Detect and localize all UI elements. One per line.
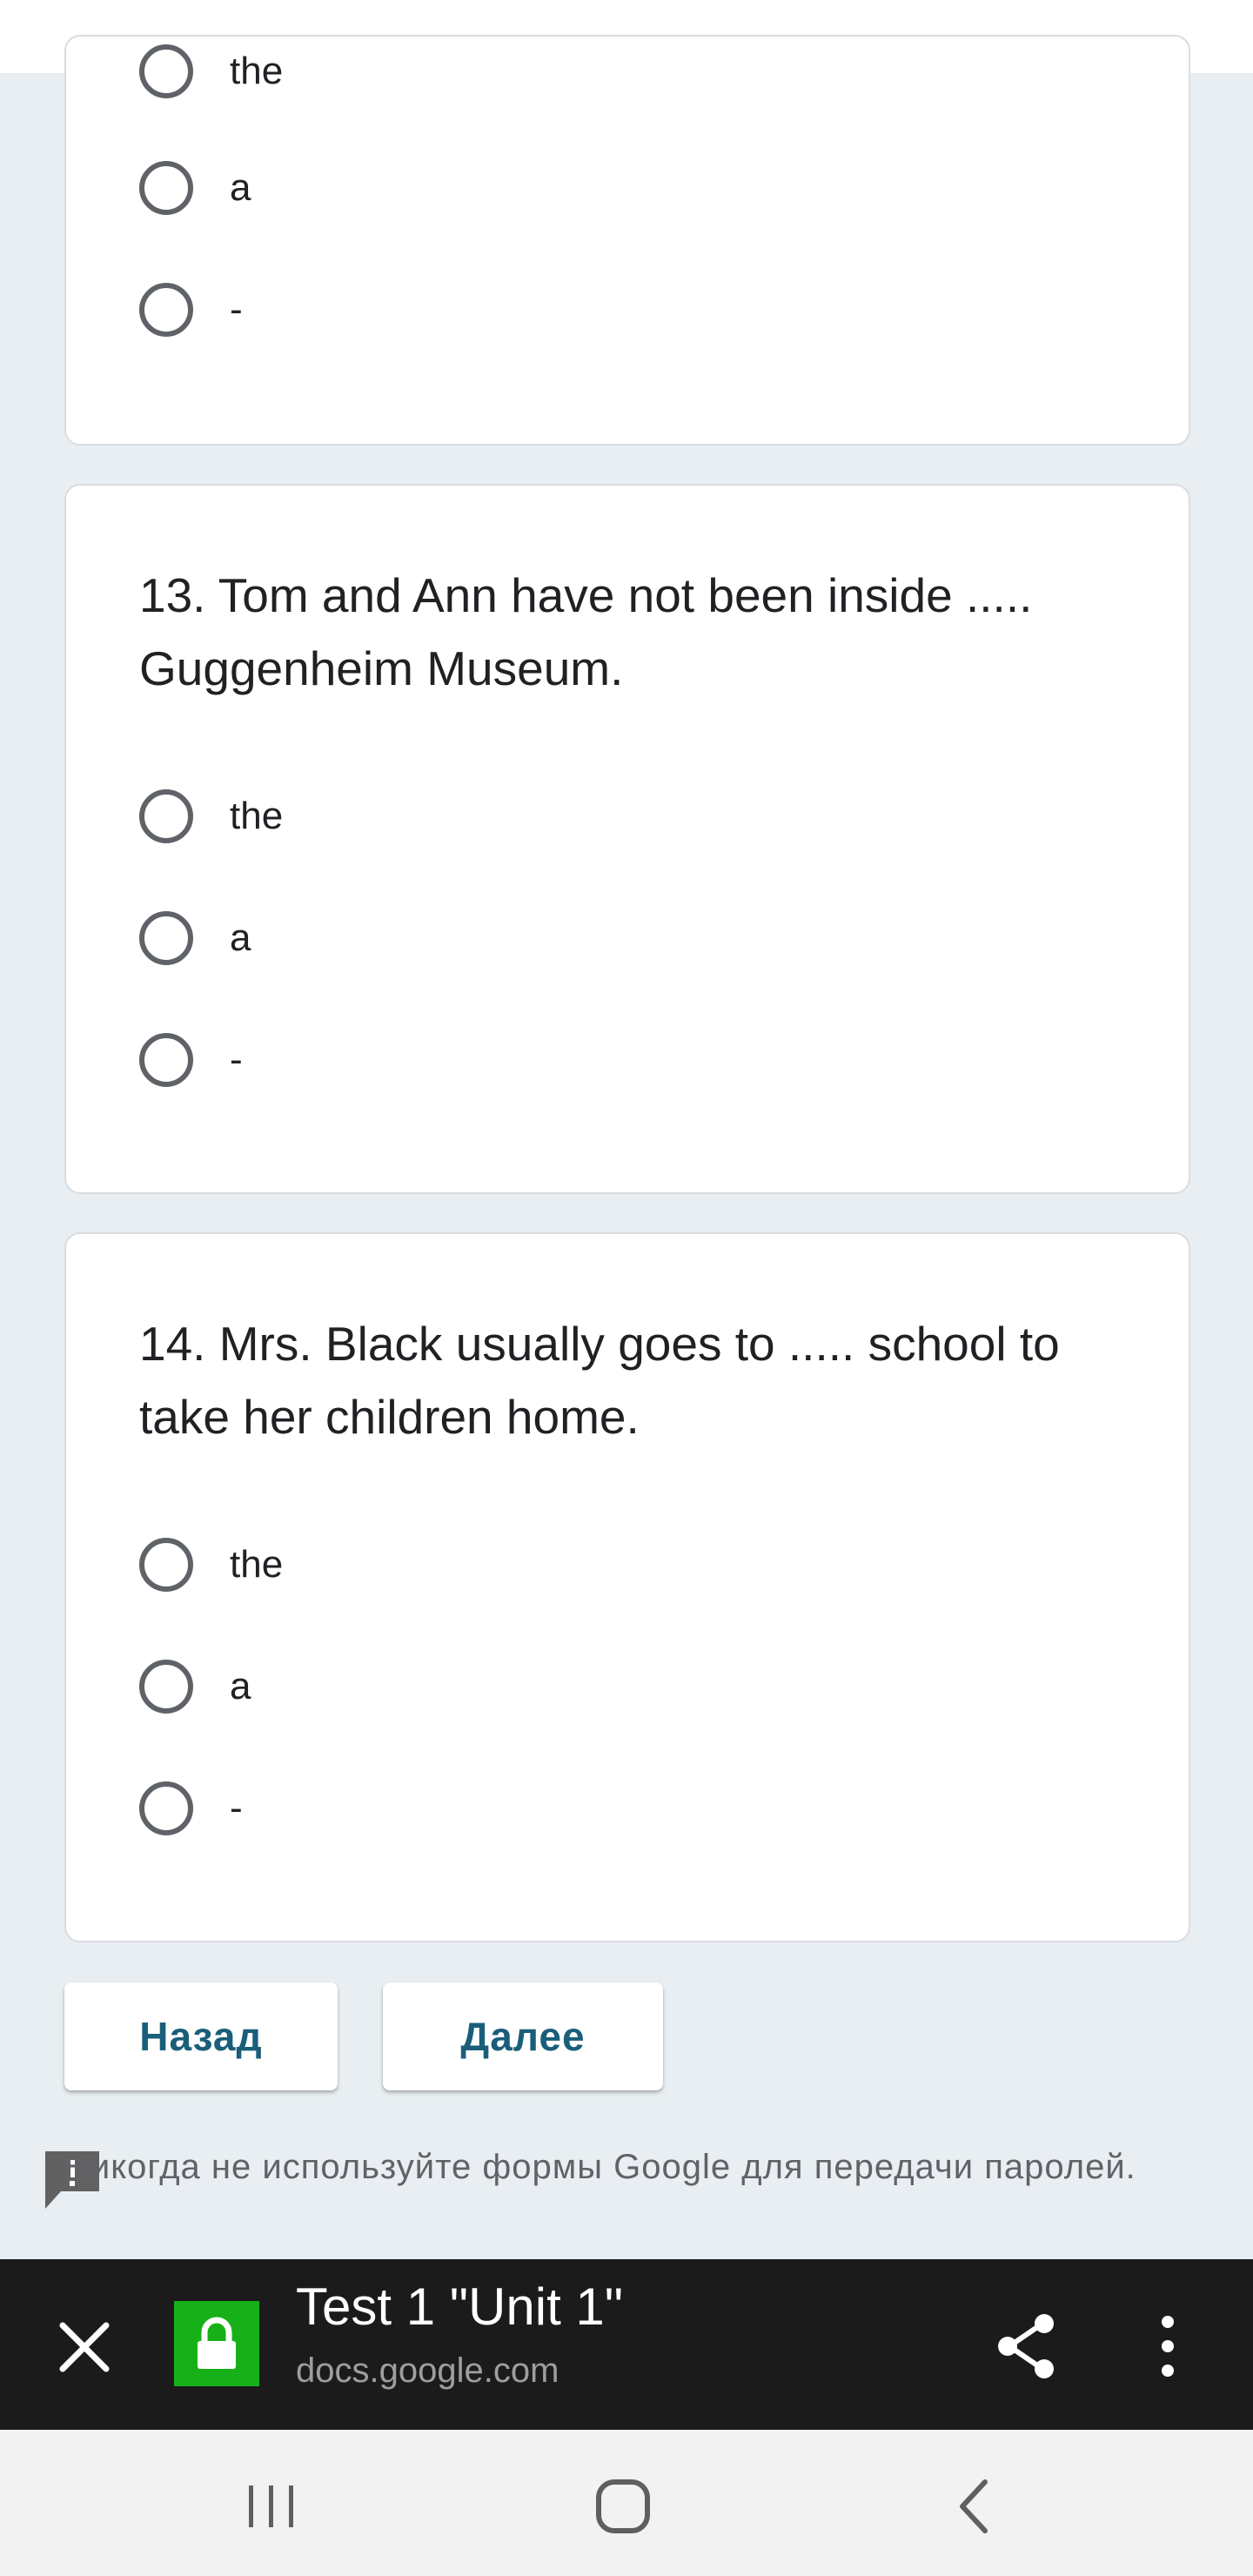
- radio-button[interactable]: [139, 1033, 193, 1087]
- option-the[interactable]: [139, 40, 283, 103]
- question-text: 13. Tom and Ann have not been inside ..... Guggenheim Museum.: [139, 568, 1033, 695]
- option-a[interactable]: [139, 907, 251, 969]
- option-label: the: [230, 795, 284, 837]
- option-dash[interactable]: [139, 1029, 243, 1091]
- option-dash[interactable]: [139, 278, 243, 341]
- option-dash[interactable]: [139, 1777, 243, 1840]
- option-the[interactable]: [139, 1533, 283, 1596]
- radio-button[interactable]: [139, 44, 193, 98]
- option-label: a: [230, 1665, 251, 1707]
- radio-button[interactable]: [139, 283, 193, 337]
- radio-button[interactable]: [139, 161, 193, 215]
- radio-button[interactable]: [139, 1781, 193, 1835]
- option-label: a: [230, 166, 251, 209]
- option-label: a: [230, 916, 251, 959]
- password-warning: Никогда не используйте формы Google для передачи паролей.: [64, 2148, 1136, 2186]
- more-vert-icon[interactable]: [1147, 2311, 1189, 2381]
- question-card-12: [64, 35, 1190, 446]
- security-lock-badge[interactable]: [174, 2301, 259, 2386]
- option-a[interactable]: [139, 1655, 251, 1718]
- home-icon[interactable]: [588, 2472, 658, 2541]
- recent-apps-icon[interactable]: [237, 2472, 306, 2541]
- option-the[interactable]: [139, 785, 283, 848]
- radio-button[interactable]: [139, 1660, 193, 1714]
- page-title: Test 1 "Unit 1": [296, 2277, 624, 2336]
- close-icon[interactable]: [54, 2317, 115, 2378]
- lock-icon: [192, 2317, 241, 2371]
- option-label: -: [230, 1038, 243, 1081]
- option-label: -: [230, 1787, 243, 1829]
- option-label: the: [230, 1543, 284, 1586]
- option-label: -: [230, 288, 243, 331]
- radio-button[interactable]: [139, 789, 193, 843]
- option-a[interactable]: [139, 157, 251, 219]
- question-card-13: [64, 484, 1190, 1194]
- back-icon[interactable]: [940, 2472, 1009, 2541]
- radio-button[interactable]: [139, 911, 193, 965]
- question-text: 14. Mrs. Black usually goes to ..... school to take her children home.: [139, 1317, 1060, 1444]
- share-icon[interactable]: [992, 2311, 1062, 2381]
- page-url: docs.google.com: [296, 2351, 559, 2390]
- next-button[interactable]: Далее: [383, 1982, 663, 2090]
- radio-button[interactable]: [139, 1538, 193, 1592]
- option-label: the: [230, 50, 284, 92]
- question-card-14: [64, 1232, 1190, 1942]
- back-button[interactable]: Назад: [64, 1982, 338, 2090]
